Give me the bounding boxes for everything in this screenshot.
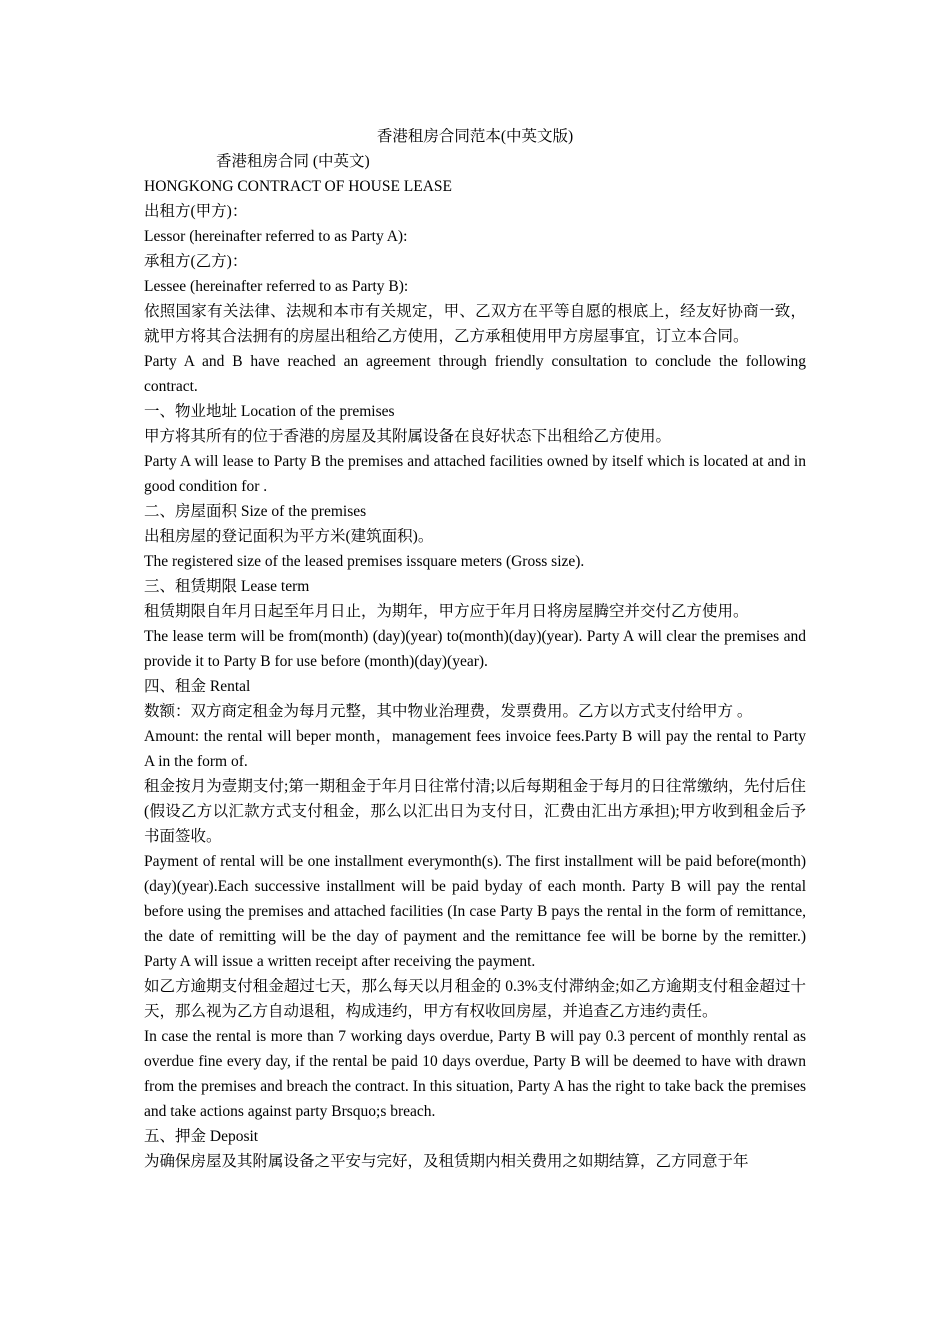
- section-5-title: 五、押金 Deposit: [144, 1128, 259, 1145]
- lessee-en: Lessee (hereinafter referred to as Party B):: [144, 278, 409, 295]
- section-5-cn: 为确保房屋及其附属设备之平安与完好，及租赁期内相关费用之如期结算，乙方同意于年: [144, 1153, 749, 1170]
- lessor-cn: 出租方(甲方)：: [144, 203, 248, 220]
- section-4-en-2: Payment of rental will be one installment everymonth(s). The first installment will be paid before(month)(day)(year).Each successive installment will be paid byday of each month. Party B will pay the rental before using the premises and attached facilities (In case Party B pays the rental in the form of remittance, the date of remitting will be the day of payment and the remittance fee will be borne by the remitter.) Party A will issue a written receipt after receiving the payment.: [144, 853, 806, 970]
- lessee-cn: 承租方(乙方)：: [144, 253, 248, 270]
- section-4-en-1: Amount: the rental will beper month，management fees invoice fees.Party B will pay the rental to Party A in the form of.: [144, 728, 806, 770]
- section-2-en: The registered size of the leased premises issquare meters (Gross size).: [144, 553, 585, 570]
- contract-heading: HONGKONG CONTRACT OF HOUSE LEASE: [144, 178, 453, 195]
- document-subtitle: 香港租房合同 (中英文): [216, 153, 370, 170]
- intro-cn: 依照国家有关法律、法规和本市有关规定，甲、乙双方在平等自愿的根底上，经友好协商一致，就甲方将其合法拥有的房屋出租给乙方使用，乙方承租使用甲方房屋事宜，订立本合同。: [144, 303, 806, 345]
- section-4-cn-3: 如乙方逾期支付租金超过七天，那么每天以月租金的 0.3%支付滞纳金;如乙方逾期支付租金超过十天，那么视为乙方自动退租，构成违约，甲方有权收回房屋，并追查乙方违约责任。: [144, 978, 806, 1020]
- section-2-cn: 出租房屋的登记面积为平方米(建筑面积)。: [144, 528, 434, 545]
- section-1-en: Party A will lease to Party B the premises and attached facilities owned by itself which is located at and in good condition for .: [144, 453, 806, 495]
- section-3-en: The lease term will be from(month) (day)(year) to(month)(day)(year). Party A will clear the premises and provide it to Party B for use before (month)(day)(year).: [144, 628, 806, 670]
- section-4-cn-2: 租金按月为壹期支付;第一期租金于年月日往常付清;以后每期租金于每月的日往常缴纳，先付后住(假设乙方以汇款方式支付租金，那么以汇出日为支付日，汇费由汇出方承担);甲方收到租金后予书面签收。: [144, 778, 806, 845]
- document-page: [144, 124, 806, 1174]
- section-1-title: 一、物业地址 Location of the premises: [144, 403, 395, 420]
- intro-en: Party A and B have reached an agreement through friendly consultation to conclude the following contract.: [144, 353, 806, 395]
- section-2-title: 二、房屋面积 Size of the premises: [144, 503, 367, 520]
- section-4-title: 四、租金 Rental: [144, 678, 251, 695]
- lessor-en: Lessor (hereinafter referred to as Party A):: [144, 228, 408, 245]
- section-4-en-3: In case the rental is more than 7 working days overdue, Party B will pay 0.3 percent of monthly rental as overdue fine every day, if the rental be paid 10 days overdue, Party B will be deemed to have with drawn from the premises and breach the contract. In this situation, Party A has the right to take back the premises and take actions against party Brsquo;s breach.: [144, 1028, 806, 1120]
- section-4-cn-1: 数额：双方商定租金为每月元整，其中物业治理费，发票费用。乙方以方式支付给甲方 。: [144, 703, 753, 720]
- section-3-title: 三、租赁期限 Lease term: [144, 578, 310, 595]
- section-1-cn: 甲方将其所有的位于香港的房屋及其附属设备在良好状态下出租给乙方使用。: [144, 428, 672, 445]
- document-title: 香港租房合同范本(中英文版): [376, 128, 574, 145]
- section-3-cn: 租赁期限自年月日起至年月日止，为期年，甲方应于年月日将房屋腾空并交付乙方使用。: [144, 603, 749, 620]
